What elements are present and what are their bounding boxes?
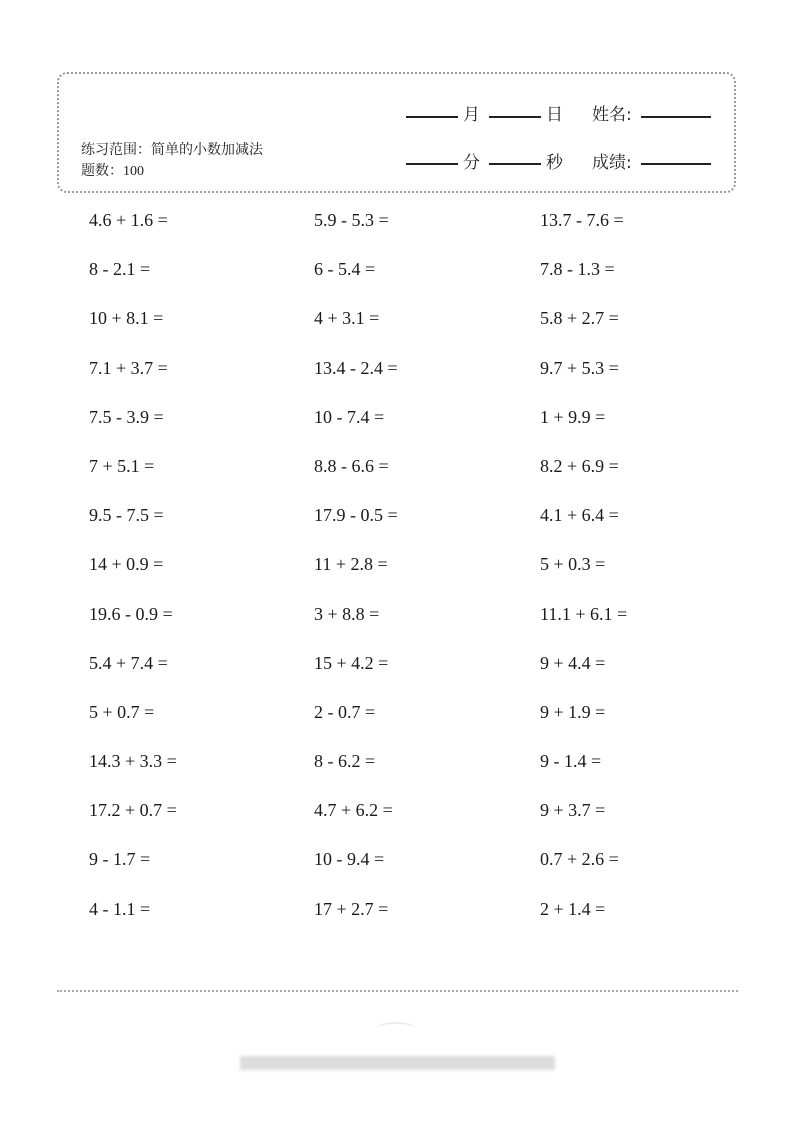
blurred-footer-text [240, 1056, 555, 1070]
problem: 9 + 4.4 = [540, 653, 606, 673]
problem: 5.9 - 5.3 = [314, 210, 389, 230]
problem: 8 - 6.2 = [314, 751, 376, 771]
problem: 14 + 0.9 = [89, 554, 164, 574]
problem: 13.4 - 2.4 = [314, 358, 398, 378]
problem: 7 + 5.1 = [89, 456, 155, 476]
day-blank[interactable] [489, 116, 541, 118]
problem: 10 - 9.4 = [314, 849, 385, 869]
problem: 9 - 1.7 = [89, 849, 151, 869]
problem: 4 + 3.1 = [314, 308, 380, 328]
problem: 11 + 2.8 = [314, 554, 388, 574]
month-blank[interactable] [406, 116, 458, 118]
score-label: 成绩: [592, 153, 632, 173]
problem: 5.4 + 7.4 = [89, 653, 168, 673]
watermark-logo [377, 1022, 415, 1034]
problem: 9.7 + 5.3 = [540, 358, 619, 378]
problem: 1 + 9.9 = [540, 407, 606, 427]
problem: 10 + 8.1 = [89, 308, 164, 328]
second-label: 秒 [546, 153, 563, 173]
month-label: 月 [463, 105, 480, 125]
minute-label: 分 [463, 153, 480, 173]
second-blank[interactable] [489, 163, 541, 165]
problem: 4.6 + 1.6 = [89, 210, 168, 230]
problem: 17 + 2.7 = [314, 899, 389, 919]
worksheet-header [57, 72, 736, 193]
problem: 15 + 4.2 = [314, 653, 389, 673]
name-label: 姓名: [592, 105, 632, 125]
practice-range [81, 140, 281, 182]
problem: 6 - 5.4 = [314, 259, 376, 279]
problem: 9 + 1.9 = [540, 702, 606, 722]
question-count-label: 题数： [81, 163, 123, 179]
problem: 5.8 + 2.7 = [540, 308, 619, 328]
problem: 8.8 - 6.6 = [314, 456, 389, 476]
problem: 2 + 1.4 = [540, 899, 606, 919]
problem: 14.3 + 3.3 = [89, 751, 177, 771]
problem: 17.9 - 0.5 = [314, 505, 398, 525]
practice-range-label: 练习范围：简单的小数加减法 [81, 142, 263, 158]
question-count-value: 100 [123, 164, 144, 179]
problem: 0.7 + 2.6 = [540, 849, 619, 869]
problem: 10 - 7.4 = [314, 407, 385, 427]
score-blank[interactable] [641, 163, 711, 165]
problem: 9 - 1.4 = [540, 751, 602, 771]
name-blank[interactable] [641, 116, 711, 118]
problem: 4 - 1.1 = [89, 899, 151, 919]
problem: 3 + 8.8 = [314, 604, 380, 624]
problem: 19.6 - 0.9 = [89, 604, 173, 624]
footer-divider [57, 990, 738, 992]
problem: 17.2 + 0.7 = [89, 800, 177, 820]
minute-blank[interactable] [406, 163, 458, 165]
problem: 2 - 0.7 = [314, 702, 376, 722]
problem: 4.7 + 6.2 = [314, 800, 393, 820]
problem: 5 + 0.7 = [89, 702, 155, 722]
problem: 8 - 2.1 = [89, 259, 151, 279]
problem: 5 + 0.3 = [540, 554, 606, 574]
problem: 11.1 + 6.1 = [540, 604, 628, 624]
problem: 9.5 - 7.5 = [89, 505, 164, 525]
problem: 7.5 - 3.9 = [89, 407, 164, 427]
day-label: 日 [546, 105, 563, 125]
problem: 13.7 - 7.6 = [540, 210, 624, 230]
problem: 4.1 + 6.4 = [540, 505, 619, 525]
problem: 9 + 3.7 = [540, 800, 606, 820]
problem: 7.1 + 3.7 = [89, 358, 168, 378]
problem: 7.8 - 1.3 = [540, 259, 615, 279]
problem: 8.2 + 6.9 = [540, 456, 619, 476]
